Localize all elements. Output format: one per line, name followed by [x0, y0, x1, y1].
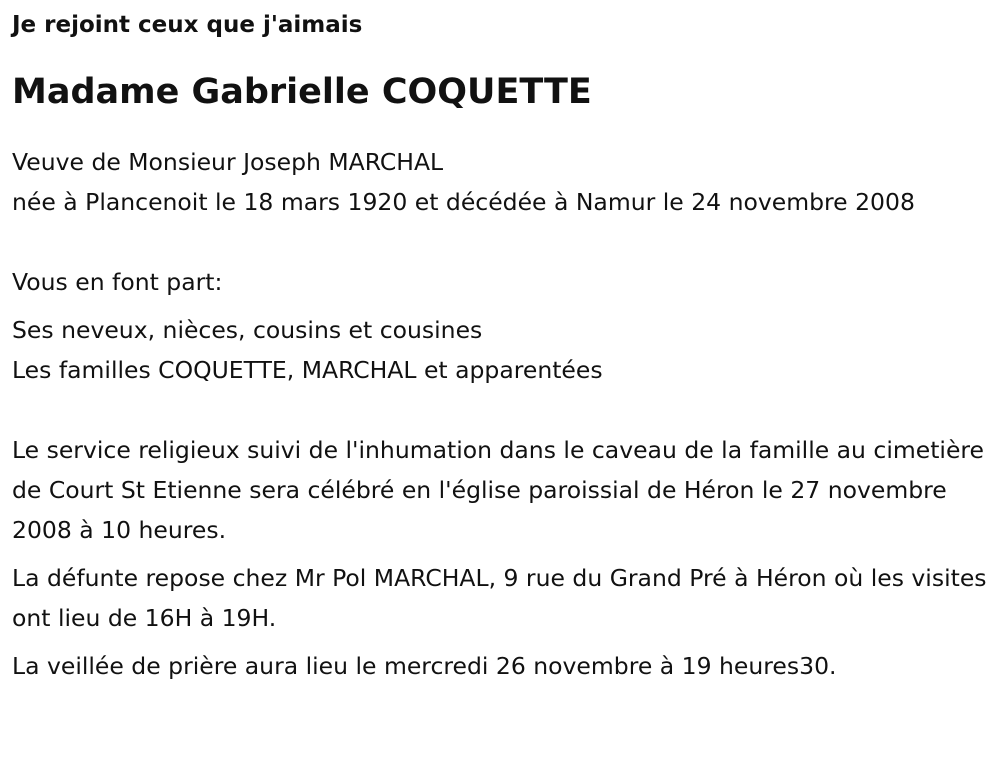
vigil-paragraph: La veillée de prière aura lieu le mercredi 26 novembre à 19 heures30. — [12, 652, 837, 680]
widow-line: Veuve de Monsieur Joseph MARCHAL — [12, 148, 444, 176]
header-quote: Je rejoint ceux que j'aimais — [12, 12, 363, 38]
service-paragraph: Le service religieux suivi de l'inhumation dans le caveau de la famille au cimetière de Court St Etienne sera célébré en l'église paroissial de Héron le 27 novembre 2008 à 10 heures. — [12, 436, 985, 544]
family-block — [12, 310, 988, 390]
birth-death-line: née à Plancenoit le 18 mars 1920 et décédée à Namur le 24 novembre 2008 — [12, 188, 915, 216]
widow-block — [12, 142, 988, 222]
family-line-relatives: Ses neveux, nièces, cousins et cousines — [12, 316, 483, 344]
repose-paragraph: La défunte repose chez Mr Pol MARCHAL, 9 rue du Grand Pré à Héron où les visites ont lieu de 16H à 19H. — [12, 564, 987, 632]
announce-label: Vous en font part: — [12, 268, 223, 296]
deceased-name: Madame Gabrielle COQUETTE — [12, 72, 592, 112]
family-line-families: Les familles COQUETTE, MARCHAL et apparentées — [12, 356, 603, 384]
